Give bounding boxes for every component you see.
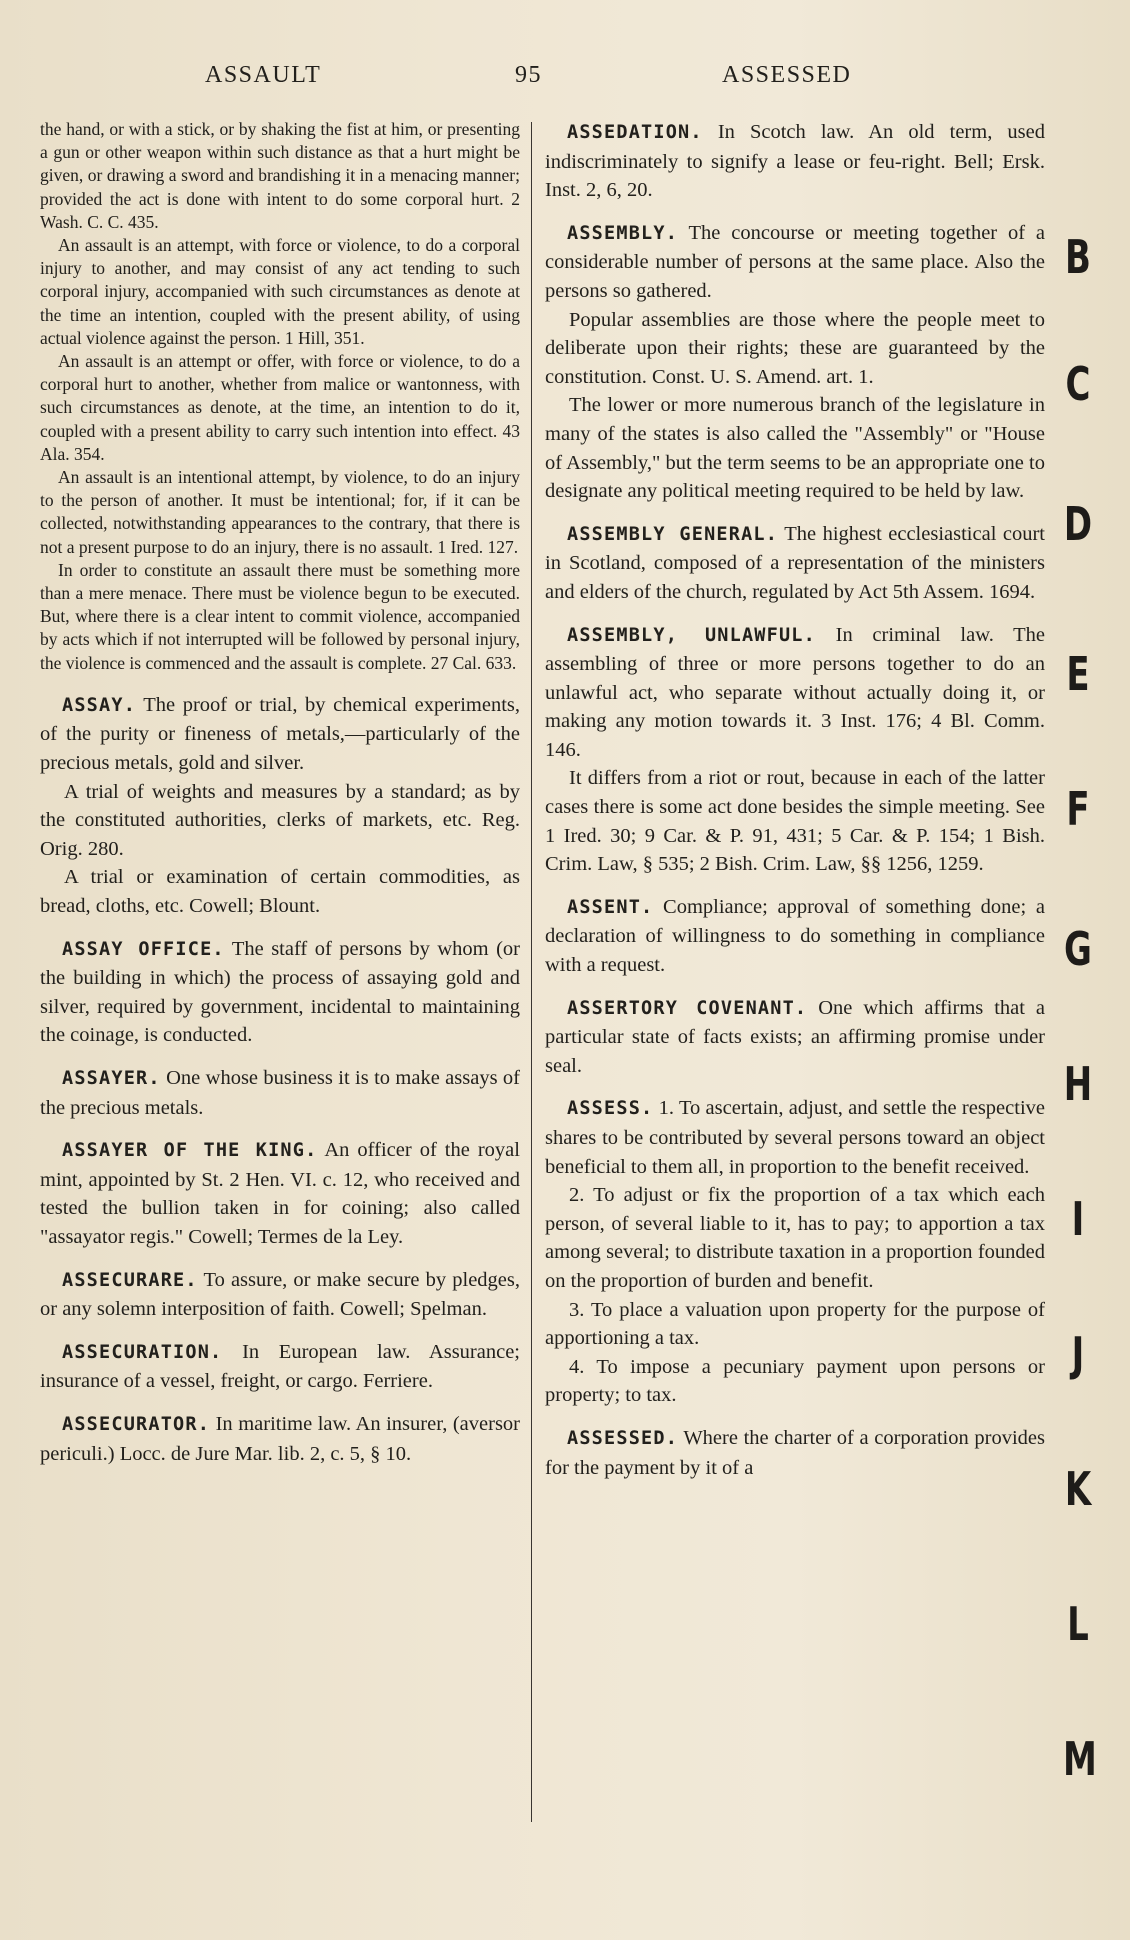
dictionary-entry [545, 1424, 1045, 1482]
entry-subparagraph: A trial or examination of certain commodities, as bread, cloths, etc. Cowell; Blount. [40, 866, 520, 918]
right-column [545, 118, 1045, 1496]
dictionary-entry [40, 1266, 520, 1324]
dictionary-entry [545, 1094, 1045, 1410]
entry-subparagraph: 3. To place a valuation upon property for the purpose of apportioning a tax. [545, 1298, 1045, 1350]
assault-paragraph: An assault is an attempt, with force or violence, to do a corporal injury to another, and may consist of any act tending to such corporal injury, accompanied with such circumstances as denote at the time an intention, coupled with the present ability, of using actual violence against the person. 1 Hill, 351. [40, 235, 520, 348]
entry-headword: ASSERTORY COVENANT. [567, 997, 808, 1019]
dictionary-entry [545, 520, 1045, 607]
entry-headword: ASSENT. [567, 896, 654, 918]
entry-headword: ASSEMBLY, UNLAWFUL. [567, 624, 816, 646]
entry-headword: ASSECURATION. [62, 1341, 223, 1363]
dictionary-entry [40, 1410, 520, 1468]
entry-headword: ASSESS. [567, 1098, 654, 1120]
entry-subparagraph: A trial of weights and measures by a standard; as by the constituted authorities, clerks of markets, etc. Reg. Orig. 280. [40, 780, 520, 860]
entry-definition [40, 1338, 520, 1396]
dictionary-entry [40, 1136, 520, 1251]
entry-subparagraph: The lower or more numerous branch of the legislature in many of the states is also called the "Assembly" or "House of Assembly," but the term seems to be an appropriate one to designate any political meeting required to be held by law. [545, 394, 1045, 503]
entry-text: In criminal law. The assembling of three or more persons together to do an unlawful act, who separate without actually doing it, or making any motion towards it. 3 Inst. 176; 4 Bl. Comm. 146. [545, 623, 1046, 761]
left-column [40, 118, 520, 1482]
entry-headword: ASSECURATOR. [62, 1413, 211, 1435]
thumb-tab-k[interactable]: K [1064, 1463, 1092, 1517]
entry-headword: ASSAYER. [62, 1068, 161, 1089]
assault-paragraph: In order to constitute an assault there must be something more than a mere menace. There must be violence begun to be executed. But, where there is a clear intent to commit violence, accompanied by acts which if not interrupted will be followed by personal injury, the violence is commenced and the assault is complete. 27 Cal. 633. [40, 559, 520, 673]
entry-headword: ASSEDATION. [567, 122, 703, 143]
entry-headword: ASSEMBLY. [567, 222, 679, 244]
entry-subparagraph: It differs from a riot or rout, because in each of the latter cases there is some act done besides the simple meeting. See 1 Ired. 30; 9 Car. & P. 91, 431; 5 Car. & P. 154; 1 Bish. Crim. Law, § 535; 2 Bish. Crim. Law, §§ 1256, 1259. [545, 767, 1045, 876]
entry-text: In maritime law. An insurer, (aversor periculi.) Locc. de Jure Mar. lib. 2, c. 5, § 10. [40, 1412, 521, 1465]
entry-definition [545, 118, 1045, 205]
entry-headword: ASSESSED. [567, 1427, 679, 1449]
entry-definition [545, 1424, 1045, 1482]
entry-text: 1. To ascertain, adjust, and settle the respective shares to be contributed by several persons toward an object beneficial to them all, in proportion to the benefit received. [545, 1097, 1045, 1178]
thumb-index [1055, 0, 1095, 1940]
thumb-tab-d[interactable]: D [1063, 498, 1093, 552]
entry-definition [545, 1094, 1045, 1181]
entry-text: One whose business it is to make assays of the precious metals. [40, 1067, 521, 1119]
entry-text: The highest ecclesiastical court in Scotland, composed of a representation of the ministers and elders of the church, regulated by Act 5th Assem. 1694. [545, 522, 1045, 603]
entry-definition [40, 1064, 520, 1122]
entry-text: The staff of persons by whom (or the building in which) the process of assaying gold and silver, required by government, incidental to maintaining the coinage, is conducted. [40, 937, 520, 1047]
assault-paragraph: the hand, or with a stick, or by shaking the fist at him, or presenting a gun or other weapon within such distance as that a hurt might be given, or drawing a sword and brandishing it in a menacing manner; provided the act is done with intent to do some corporal hurt. 2 Wash. C. C. 435. [40, 119, 520, 232]
entry-definition [40, 691, 520, 778]
entry-text: In Scotch law. An old term, used indiscriminately to signify a lease or feu-right. Bell; Ersk. Inst. 2, 6, 20. [545, 121, 1045, 202]
entry-headword: ASSAY. [62, 694, 137, 716]
dictionary-entry [545, 994, 1045, 1081]
entry-definition [545, 893, 1045, 980]
entry-text: Compliance; approval of something done; a declaration of willingness to do something in compliance with a request. [545, 895, 1045, 977]
entry-definition [40, 1266, 520, 1324]
dictionary-entry [40, 691, 520, 921]
thumb-tab-h[interactable]: H [1063, 1058, 1093, 1112]
dictionary-entry [40, 1338, 520, 1396]
assault-paragraph: An assault is an intentional attempt, by violence, to do an injury to the person of another. It must be intentional; for, if it can be collected, notwithstanding appearances to the contrary, that there is not a present purpose to do an injury, there is no assault. 1 Ired. 127. [40, 467, 520, 557]
entry-headword: ASSEMBLY GENERAL. [567, 523, 779, 545]
column-divider [531, 122, 532, 1822]
running-header [0, 62, 1130, 96]
thumb-tab-e[interactable]: E [1066, 648, 1090, 702]
thumb-tab-m[interactable]: M [1063, 1733, 1097, 1787]
entry-text: To assure, or make secure by pledges, or any solemn interposition of faith. Cowell; Spelman. [40, 1268, 520, 1321]
entry-text: The concourse or meeting together of a considerable number of persons at the same place. Also the persons so gathered. [545, 221, 1045, 302]
entry-definition [545, 621, 1045, 765]
dictionary-entry [40, 1064, 520, 1122]
entry-text: The proof or trial, by chemical experiments, of the purity or fineness of metals,—particularly of the precious metals, gold and silver. [40, 693, 520, 775]
entry-text: In European law. Assurance; insurance of a vessel, freight, or cargo. Ferriere. [40, 1340, 520, 1393]
thumb-tab-c[interactable]: C [1065, 358, 1091, 412]
entry-text: One which affirms that a particular state of facts exists; an affirming promise under seal. [545, 996, 1046, 1077]
thumb-tab-i[interactable]: I [1071, 1193, 1085, 1247]
entry-definition [40, 935, 520, 1050]
thumb-tab-j[interactable]: J [1071, 1328, 1085, 1382]
entry-headword: ASSAYER OF THE KING. [62, 1140, 318, 1162]
entry-definition [40, 1410, 520, 1468]
thumb-tab-f[interactable]: F [1066, 783, 1090, 837]
dictionary-entry [545, 219, 1045, 506]
entry-subparagraph: 4. To impose a pecuniary payment upon persons or property; to tax. [545, 1355, 1045, 1407]
entry-definition [545, 219, 1045, 306]
thumb-tab-l[interactable]: L [1067, 1598, 1089, 1652]
entry-subparagraph: 2. To adjust or fix the proportion of a tax which each person, of several liable to it, has to pay; to apportion a tax among several; to distribute taxation in a proportion founded on the proportion of burden and benefit. [545, 1184, 1045, 1292]
entry-text: Where the charter of a corporation provides for the payment by it of a [545, 1426, 1045, 1479]
dictionary-entry [545, 893, 1045, 980]
page-number: 95 [515, 62, 542, 88]
dictionary-entry [545, 118, 1045, 205]
header-left-guide-word: ASSAULT [205, 62, 322, 88]
thumb-tab-b[interactable]: B [1065, 231, 1091, 285]
assault-continuation [40, 118, 520, 675]
entry-definition [545, 994, 1045, 1081]
entry-text: An officer of the royal mint, appointed by St. 2 Hen. VI. c. 12, who received and tested the bullion taken in for coining; also called "assayator regis." Cowell; Termes de la Ley. [40, 1139, 520, 1248]
right-entries [545, 118, 1045, 1482]
dictionary-entry [545, 621, 1045, 879]
entry-definition [40, 1136, 520, 1251]
assault-paragraph: An assault is an attempt or offer, with force or violence, to do a corporal hurt to another, whether from malice or wantonness, with such circumstances as denote, at the time, an intention to do it, coupled with a present ability to carry such intention into effect. 43 Ala. 354. [40, 351, 520, 464]
header-right-guide-word: ASSESSED [722, 62, 852, 88]
dictionary-entry [40, 935, 520, 1050]
left-entries [40, 691, 520, 1468]
entry-headword: ASSAY OFFICE. [62, 938, 225, 960]
thumb-tab-g[interactable]: G [1064, 923, 1092, 977]
entry-subparagraph: Popular assemblies are those where the people meet to deliberate upon their rights; these are guaranteed by the constitution. Const. U. S. Amend. art. 1. [545, 308, 1045, 388]
entry-headword: ASSECURARE. [62, 1269, 198, 1291]
entry-definition [545, 520, 1045, 607]
